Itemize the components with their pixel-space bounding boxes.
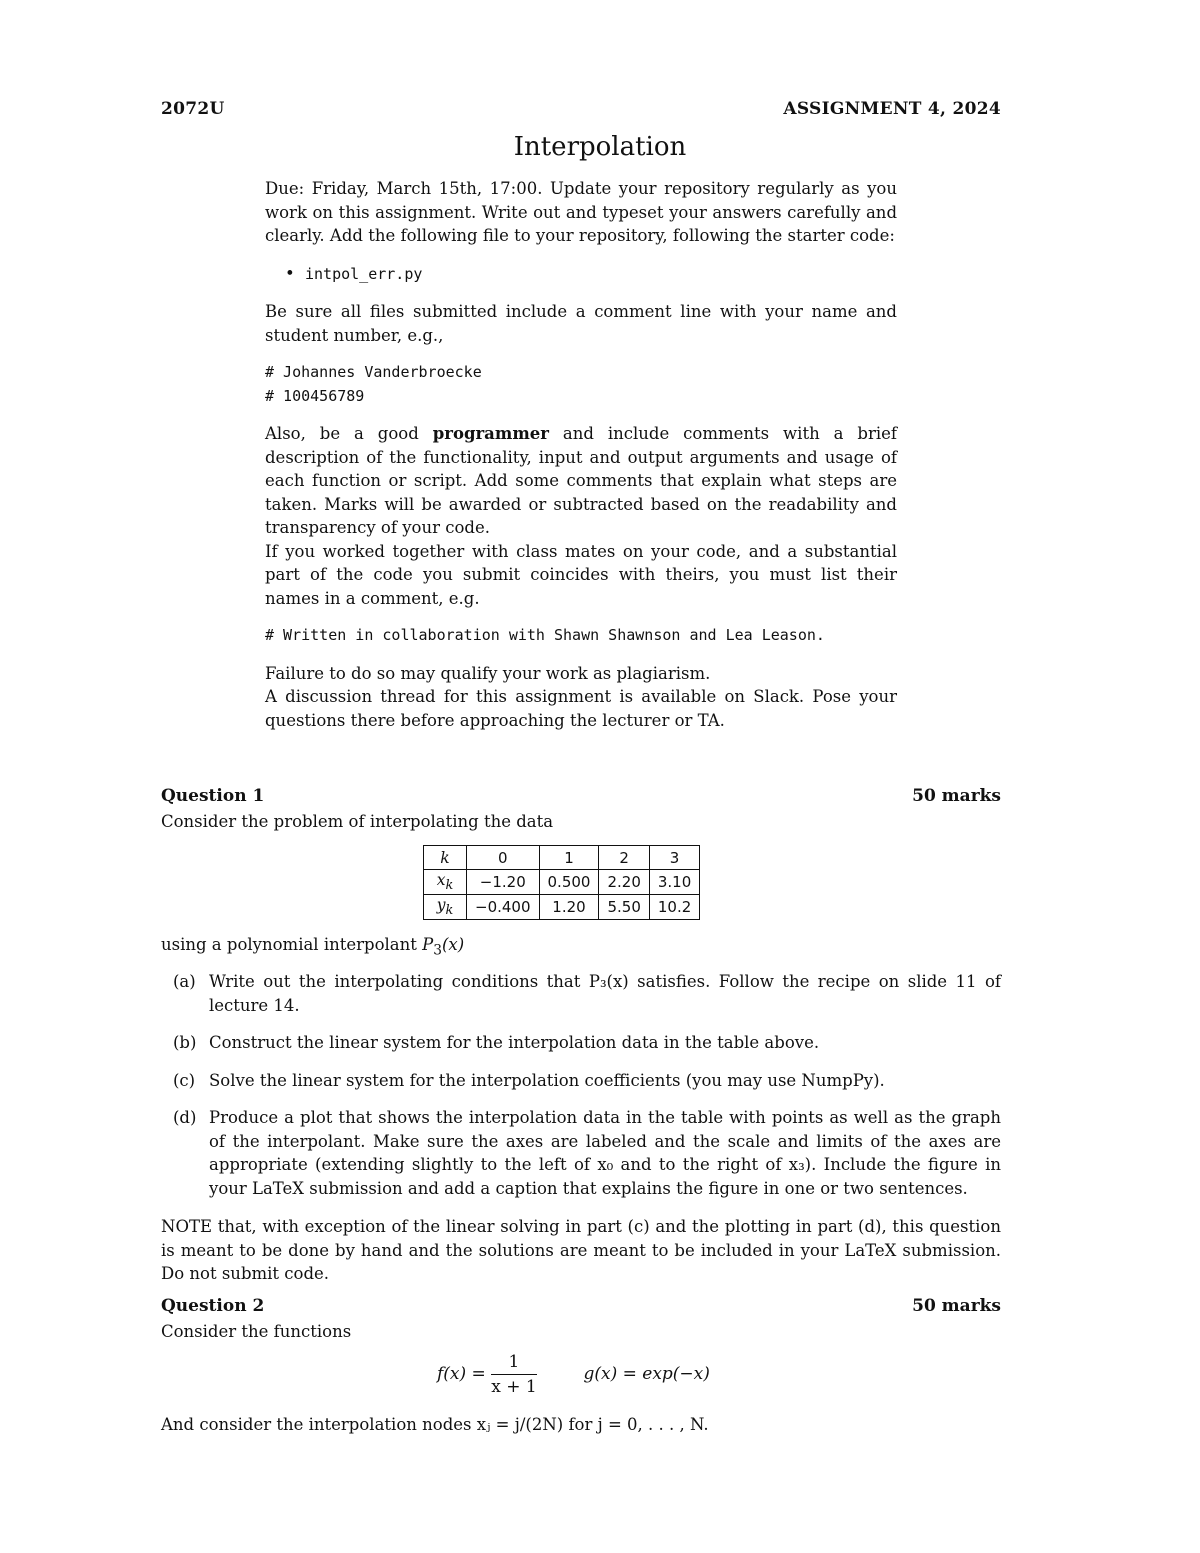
file-name: intpol_err.py <box>305 264 423 283</box>
note-text: NOTE that, with exception of the linear solving in part (c) and the plotting in part (d), this question is meant to be done by hand and the solutions are meant to be included in your LaTeX submission. Do not submit code. <box>161 1217 1001 1283</box>
fraction-denominator: x + 1 <box>491 1377 537 1397</box>
question-1-using <box>161 933 1001 963</box>
table-cell: −0.400 <box>467 895 540 920</box>
question-2-heading <box>161 1296 1001 1316</box>
table-row-y <box>424 895 700 920</box>
part-d-label: (d) <box>173 1108 197 1127</box>
question-2-intro-text: Consider the functions <box>161 1322 352 1341</box>
using-math: P <box>422 935 434 954</box>
page-header <box>161 99 1001 119</box>
table-cell: 1 <box>539 846 599 870</box>
code-number-line: # 100456789 <box>265 386 365 405</box>
question-1-intro <box>161 810 1001 834</box>
also-pre: Also, be a good <box>265 424 433 443</box>
worked-paragraph: If you worked together with class mates on your code, and a substantial part of the code you submit coincides with theirs, you must list their names in a comment, e.g. <box>265 541 897 608</box>
part-d-text: Produce a plot that shows the interpolation data in the table with points as well as the graph of the interpolant. Make sure the axes are labeled and the scale and limits of the axes are appropriate (extending slightly to the left of x₀ and to the right of x₃). Include the figure in your LaTeX submission and add a caption that explains the figure in one or two sentences. <box>209 1108 1001 1198</box>
bullet-icon: • <box>285 263 295 283</box>
table-cell: 3 <box>649 846 699 870</box>
code-name-line: # Johannes Vanderbroecke <box>265 363 482 381</box>
using-text: using a polynomial interpolant <box>161 935 423 954</box>
discussion-paragraph: A discussion thread for this assignment is available on Slack. Pose your questions there before approaching the lecturer or TA. <box>265 687 897 730</box>
question-2-intro <box>161 1320 1001 1344</box>
list-item <box>161 1106 1001 1200</box>
table-cell: 10.2 <box>649 895 699 920</box>
row-label-k: k <box>424 846 467 870</box>
part-a-label: (a) <box>173 972 196 991</box>
functions-equation <box>437 1352 737 1402</box>
assignment-label: ASSIGNMENT 4, 2024 <box>783 99 1001 119</box>
code-example-name <box>265 361 897 408</box>
g-definition: g(x) = exp(−x) <box>583 1364 710 1384</box>
table-row-x <box>424 870 700 895</box>
question-2-title: Question 2 <box>161 1296 265 1316</box>
also-post: and include comments with a brief description of the functionality, input and output arguments and usage of each function or script. Add some comments that explain what steps are taken. Marks will be awarded or subtracted based on the readability and transparency of your code. <box>265 424 898 537</box>
question-1-title: Question 1 <box>161 786 265 806</box>
failure-paragraph: Failure to do so may qualify your work as plagiarism. <box>265 663 711 683</box>
intro-section <box>265 177 897 746</box>
question-1-intro-text: Consider the problem of interpolating the data <box>161 812 554 831</box>
interpolation-data-table <box>423 845 700 920</box>
question-1-heading <box>161 786 1001 806</box>
table-cell: 5.50 <box>599 895 649 920</box>
table-cell: 2.20 <box>599 870 649 895</box>
fraction <box>491 1352 536 1397</box>
table-cell: 0 <box>467 846 540 870</box>
list-item <box>161 1031 1001 1055</box>
f-lhs: f(x) = <box>437 1364 486 1384</box>
sure-paragraph: Be sure all files submitted include a comment line with your name and student number, e.g., <box>265 302 897 345</box>
table-cell: 3.10 <box>649 870 699 895</box>
part-c-text: Solve the linear system for the interpolation coefficients (you may use NumpPy). <box>209 1070 885 1090</box>
also-bold: programmer <box>432 424 549 443</box>
question-1-marks: 50 marks <box>912 786 1001 806</box>
row-label-x: $x_k$ <box>424 870 467 895</box>
nodes-text: And consider the interpolation nodes xⱼ = j/(2N) for j = 0, . . . , N. <box>161 1415 709 1434</box>
part-b-text: Construct the linear system for the interpolation data in the table above. <box>209 1033 820 1052</box>
using-math-sub: 3 <box>433 942 442 959</box>
also-paragraph <box>265 422 897 540</box>
table-cell: 1.20 <box>539 895 599 920</box>
part-a-text: Write out the interpolating conditions that P₃(x) satisfies. Follow the recipe on slide 11 of lecture 14. <box>209 972 1001 1015</box>
row-label-y: $y_k$ <box>424 895 467 920</box>
file-list-item <box>285 262 897 287</box>
course-code: 2072U <box>161 99 225 119</box>
list-item <box>161 970 1001 1017</box>
table-cell: 2 <box>599 846 649 870</box>
table-cell: −1.20 <box>467 870 540 895</box>
table-cell: 0.500 <box>539 870 599 895</box>
question-1-note <box>161 1215 1001 1286</box>
due-paragraph: Due: Friday, March 15th, 17:00. Update your repository regularly as you work on this assignment. Write out and typeset your answers carefully and clearly. Add the following file to your repository, following the starter code: <box>265 179 897 245</box>
question-2-marks: 50 marks <box>912 1296 1001 1316</box>
fraction-numerator: 1 <box>491 1352 536 1375</box>
part-c-label: (c) <box>173 1070 196 1090</box>
question-2-nodes <box>161 1413 1001 1437</box>
question-1-parts <box>161 970 1001 1214</box>
table-row-k <box>424 846 700 870</box>
list-item <box>161 1069 1001 1093</box>
using-math-arg: (x) <box>441 935 465 954</box>
part-b-label: (b) <box>173 1033 197 1052</box>
collab-code-line: # Written in collaboration with Shawn Shawnson and Lea Leason. <box>265 626 825 644</box>
page-title: Interpolation <box>513 132 687 162</box>
